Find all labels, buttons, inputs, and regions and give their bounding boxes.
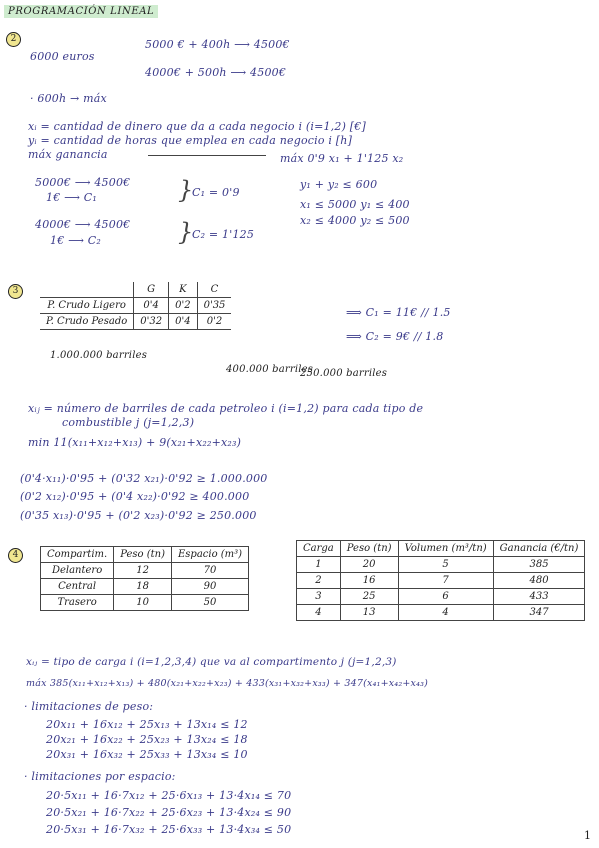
- p2-rule1b: 1€ ⟶ C₁: [46, 191, 97, 204]
- p4-space-1: 20·5x₁₁ + 16·7x₁₂ + 25·6x₁₃ + 13·4x₁₄ ≤ 70: [46, 789, 292, 802]
- table-cell: 70: [171, 563, 248, 579]
- table-row: [40, 314, 231, 330]
- p2-constraint-3: x₂ ≤ 4000 y₂ ≤ 500: [300, 214, 410, 227]
- problem-3-number: 3: [8, 284, 23, 299]
- table-cell: 0'4: [169, 314, 197, 330]
- p4-def: xᵢⱼ = tipo de carga i (i=1,2,3,4) que va al compartimento j (j=1,2,3): [26, 656, 397, 668]
- table-cell: Trasero: [41, 595, 114, 611]
- p2-constraint-2: x₁ ≤ 5000 y₁ ≤ 400: [300, 198, 410, 211]
- p2-branch-2: 4000€ + 500h ⟶ 4500€: [145, 66, 287, 79]
- p2-max-ganancia: máx ganancia: [28, 148, 108, 161]
- p2-objective: máx 0'9 x₁ + 1'125 x₂: [280, 152, 404, 165]
- p4-t2-header-cell: Peso (tn): [340, 541, 398, 557]
- p4-table-cargo: [296, 540, 585, 621]
- table-cell: 25: [340, 589, 398, 605]
- p2-rule2c: C₂ = 1'125: [192, 228, 255, 241]
- p2-rule2a: 4000€ ⟶ 4500€: [35, 218, 131, 231]
- p3-objective: min 11(x₁₁+x₁₂+x₁₃) + 9(x₂₁+x₂₂+x₂₃): [28, 436, 242, 449]
- table-row: [40, 298, 231, 314]
- p4-lim-espacio: · limitaciones por espacio:: [24, 770, 176, 783]
- p3-header-cell: G: [134, 282, 169, 298]
- table-row: [297, 605, 585, 621]
- page-title: PROGRAMACIÓN LINEAL: [4, 5, 158, 18]
- p3-barrels-1: 1.000.000 barriles: [50, 350, 148, 361]
- p3-header-cell: [40, 282, 134, 298]
- table-cell: 480: [493, 573, 585, 589]
- p2-arrow: [148, 155, 266, 156]
- table-cell: 20: [340, 557, 398, 573]
- table-cell: 0'2: [169, 298, 197, 314]
- p4-t1-header-cell: Espacio (m³): [171, 547, 248, 563]
- p3-cost-2: ⟹ C₂ = 9€ // 1.8: [346, 330, 444, 343]
- p4-t1-header-cell: Compartim.: [41, 547, 114, 563]
- p2-rule1c: C₁ = 0'9: [192, 186, 240, 199]
- p4-weight-3: 20x₃₁ + 16x₃₂ + 25x₃₃ + 13x₃₄ ≤ 10: [46, 748, 248, 761]
- p3-constraint-2: (0'2 x₁₂)·0'95 + (0'4 x₂₂)·0'92 ≥ 400.000: [20, 490, 250, 503]
- table-cell: 347: [493, 605, 585, 621]
- p3-barrels-2: 400.000 barriles: [226, 364, 314, 375]
- p4-t2-header-cell: Volumen (m³/tn): [398, 541, 493, 557]
- table-cell: 4: [398, 605, 493, 621]
- p4-table-compartments: [40, 546, 249, 611]
- p3-header-cell: C: [197, 282, 231, 298]
- table-cell: 6: [398, 589, 493, 605]
- p2-def-y: yᵢ = cantidad de horas que emplea en cada negocio i [h]: [28, 134, 353, 147]
- p3-constraint-1: (0'4·x₁₁)·0'95 + (0'32 x₂₁)·0'92 ≥ 1.000.000: [20, 472, 268, 485]
- problem-2-number: 2: [6, 32, 21, 47]
- p3-def-2: combustible j (j=1,2,3): [62, 416, 195, 429]
- p2-root: 6000 euros: [30, 50, 95, 63]
- table-cell: 10: [114, 595, 172, 611]
- table-cell: 3: [297, 589, 341, 605]
- table-cell: P. Crudo Pesado: [40, 314, 134, 330]
- table-cell: 16: [340, 573, 398, 589]
- p4-weight-1: 20x₁₁ + 16x₁₂ + 25x₁₃ + 13x₁₄ ≤ 12: [46, 718, 248, 731]
- table-row: [297, 573, 585, 589]
- table-cell: 2: [297, 573, 341, 589]
- p2-brace-1: }: [178, 176, 194, 204]
- table-row: [41, 595, 249, 611]
- p2-constraint-1: y₁ + y₂ ≤ 600: [300, 178, 378, 191]
- problem-4-number: 4: [8, 548, 23, 563]
- p3-constraint-3: (0'35 x₁₃)·0'95 + (0'2 x₂₃)·0'92 ≥ 250.000: [20, 509, 257, 522]
- table-cell: 385: [493, 557, 585, 573]
- p4-t2-header-row: [297, 541, 585, 557]
- table-cell: 18: [114, 579, 172, 595]
- p3-table: [40, 282, 231, 330]
- p4-t1-header-row: [41, 547, 249, 563]
- p4-objective: máx 385(x₁₁+x₁₂+x₁₃) + 480(x₂₁+x₂₂+x₂₃) + 433(x₃₁+x₃₂+x₃₃) + 347(x₄₁+x₄₂+x₄₃): [26, 678, 429, 689]
- p3-barrels-3: 250.000 barriles: [300, 368, 388, 379]
- p4-space-3: 20·5x₃₁ + 16·7x₃₂ + 25·6x₃₃ + 13·4x₃₄ ≤ 50: [46, 823, 292, 836]
- p2-rule1a: 5000€ ⟶ 4500€: [35, 176, 131, 189]
- table-row: [41, 563, 249, 579]
- table-cell: 5: [398, 557, 493, 573]
- table-cell: 0'35: [197, 298, 231, 314]
- p2-rule2b: 1€ ⟶ C₂: [50, 234, 101, 247]
- table-row: [41, 579, 249, 595]
- p4-t2-header-cell: Ganancia (€/tn): [493, 541, 585, 557]
- table-cell: Delantero: [41, 563, 114, 579]
- p2-hours: · 600h → máx: [30, 92, 107, 105]
- table-cell: 12: [114, 563, 172, 579]
- p3-header-row: [40, 282, 231, 298]
- p4-weight-2: 20x₂₁ + 16x₂₂ + 25x₂₃ + 13x₂₄ ≤ 18: [46, 733, 248, 746]
- p2-branch-1: 5000 € + 400h ⟶ 4500€: [145, 38, 290, 51]
- table-cell: 90: [171, 579, 248, 595]
- table-cell: 4: [297, 605, 341, 621]
- table-cell: 7: [398, 573, 493, 589]
- p3-def: xᵢⱼ = número de barriles de cada petroleo i (i=1,2) para cada tipo de: [28, 402, 424, 415]
- table-cell: P. Crudo Ligero: [40, 298, 134, 314]
- table-cell: Central: [41, 579, 114, 595]
- table-cell: 0'4: [134, 298, 169, 314]
- page-number: 1: [584, 829, 591, 842]
- table-cell: 50: [171, 595, 248, 611]
- table-cell: 0'32: [134, 314, 169, 330]
- p4-t2-header-cell: Carga: [297, 541, 341, 557]
- p4-t1-header-cell: Peso (tn): [114, 547, 172, 563]
- table-row: [297, 589, 585, 605]
- p2-def-x: xᵢ = cantidad de dinero que da a cada negocio i (i=1,2) [€]: [28, 120, 366, 133]
- table-cell: 0'2: [197, 314, 231, 330]
- p4-space-2: 20·5x₂₁ + 16·7x₂₂ + 25·6x₂₃ + 13·4x₂₄ ≤ 90: [46, 806, 292, 819]
- p4-lim-peso: · limitaciones de peso:: [24, 700, 154, 713]
- table-row: [297, 557, 585, 573]
- p3-header-cell: K: [169, 282, 197, 298]
- p3-cost-1: ⟹ C₁ = 11€ // 1.5: [346, 306, 451, 319]
- p2-brace-2: }: [178, 218, 194, 246]
- table-cell: 13: [340, 605, 398, 621]
- table-cell: 433: [493, 589, 585, 605]
- table-cell: 1: [297, 557, 341, 573]
